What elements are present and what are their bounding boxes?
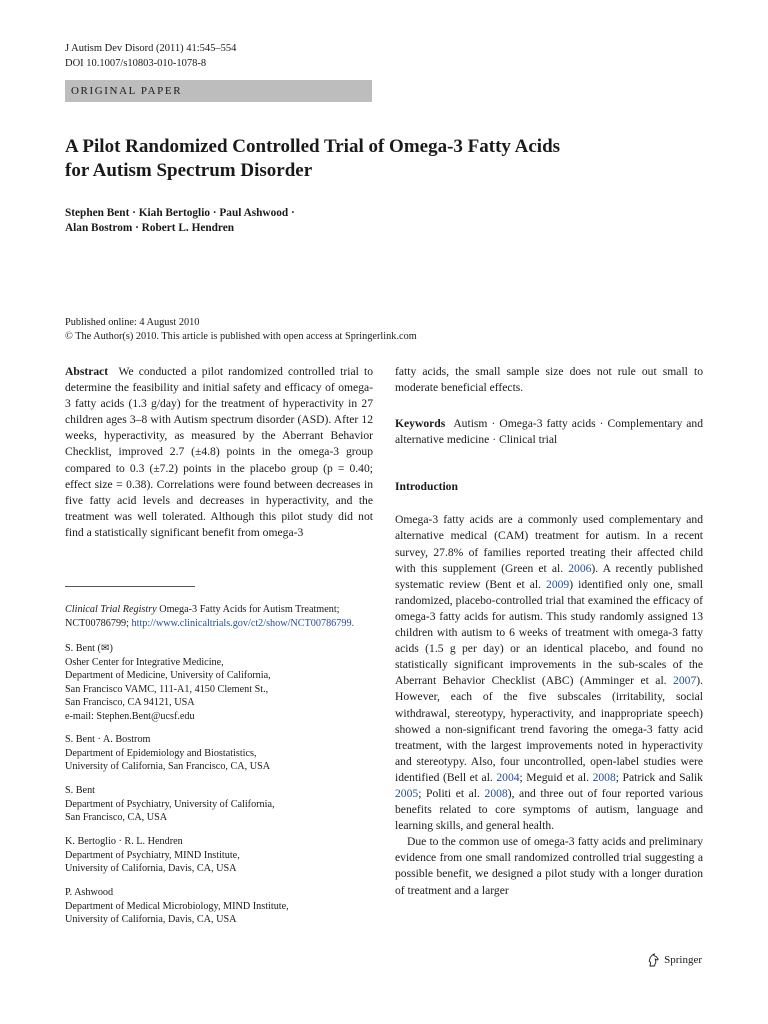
affiliation-line: University of California, Davis, CA, USA bbox=[65, 863, 237, 875]
introduction-paragraph-2: Due to the common use of omega-3 fatty acids and preliminary evidence from one small randomized controlled trial suggesting a possible benefit, we designed a pilot study with a longer duration of treatment and a larger bbox=[395, 835, 703, 897]
affiliation-line: Department of Psychiatry, University of California, bbox=[65, 798, 275, 810]
keywords-text: Autism · Omega-3 fatty acids · Complementary and alternative medicine · Clinical trial bbox=[395, 417, 704, 447]
affiliation-line: University of California, San Francisco, CA, USA bbox=[65, 761, 271, 773]
springer-horse-icon bbox=[647, 953, 660, 967]
abstract-paragraph bbox=[65, 364, 373, 541]
keywords bbox=[395, 416, 703, 448]
citation-link[interactable]: 2008 bbox=[592, 770, 616, 784]
keywords-label: Keywords bbox=[395, 417, 446, 431]
affiliation-line: S. Bent · A. Bostrom bbox=[65, 734, 151, 745]
journal-header bbox=[65, 41, 236, 71]
introduction-paragraph-1 bbox=[395, 512, 703, 834]
section-banner: ORIGINAL PAPER bbox=[65, 80, 372, 102]
copyright-notice: © The Author(s) 2010. This article is published with open access at Springerlink.com bbox=[65, 331, 417, 342]
citation-link[interactable]: 2005 bbox=[395, 786, 419, 800]
authors-line-1: Stephen Bent · Kiah Bertoglio · Paul Ashwood · bbox=[65, 207, 295, 219]
registry-text: Omega-3 Fatty Acids for Autism Treatment; NCT00786799; bbox=[65, 604, 340, 629]
article-title bbox=[65, 135, 665, 183]
publisher-name: Springer bbox=[664, 954, 702, 966]
journal-citation: J Autism Dev Disord (2011) 41:545–554 bbox=[65, 43, 237, 54]
affiliation-line: S. Bent (✉) bbox=[65, 643, 113, 654]
right-column bbox=[395, 364, 703, 899]
affiliation-line: University of California, Davis, CA, USA bbox=[65, 914, 237, 926]
affiliation-line: Osher Center for Integrative Medicine, bbox=[65, 656, 224, 668]
intro-text-segment: ), and three out of four reported various benefits related to core symptoms of autism, language and learning skills, and general health. bbox=[395, 786, 703, 833]
intro-text-segment: ). A recently published systematic review (Bent et al. bbox=[395, 561, 703, 591]
introduction-heading: Introduction bbox=[395, 480, 458, 494]
affiliation-line: Department of Psychiatry, MIND Institute, bbox=[65, 849, 240, 861]
citation-link[interactable]: 2007 bbox=[673, 674, 697, 688]
intro-text-segment: ; Meguid et al. bbox=[519, 770, 593, 784]
affiliation-1 bbox=[65, 642, 373, 724]
affiliation-line: San Francisco, CA, USA bbox=[65, 812, 168, 824]
affiliation-3 bbox=[65, 784, 373, 825]
citation-link[interactable]: 2009 bbox=[546, 577, 570, 591]
intro-text-segment: ) identified only one, small randomized, placebo-controlled trial that examined the efficacy of omega-3 fatty acids for autism. This study randomly assigned 13 children with autism to 6 weeks of treatment with omega-3 fatty acids (1.5 g per day) or an identical placebo, and found no statistically significant improvements in the sub-scales of the Aberrant Behavior Checklist (ABC) (Amminger et al. bbox=[395, 577, 703, 688]
affiliation-line: Department of Medicine, University of California, bbox=[65, 670, 271, 682]
affiliation-2 bbox=[65, 733, 373, 774]
doi: DOI 10.1007/s10803-010-1078-8 bbox=[65, 58, 207, 69]
abstract-label: Abstract bbox=[65, 365, 109, 378]
publication-info bbox=[65, 316, 665, 344]
publisher-footer bbox=[647, 952, 702, 968]
intro-text-segment: Omega-3 fatty acids are a commonly used complementary and alternative medical (CAM) treatment for autism. In a recent survey, 27.8% of families reported treating their affected child with this supplement (Green et al. bbox=[395, 513, 703, 575]
footnote-divider bbox=[65, 586, 195, 587]
affiliation-line: K. Bertoglio · R. L. Hendren bbox=[65, 836, 183, 847]
intro-text-segment: ; Politi et al. bbox=[418, 786, 485, 800]
intro-text-segment: ; Patrick and Salik bbox=[615, 770, 703, 784]
citation-link[interactable]: 2004 bbox=[496, 770, 520, 784]
affiliation-line: San Francisco, CA 94121, USA bbox=[65, 697, 195, 709]
citation-link[interactable]: 2008 bbox=[484, 786, 508, 800]
title-line-1: A Pilot Randomized Controlled Trial of Omega-3 Fatty Acids bbox=[65, 136, 561, 157]
affiliation-line: Department of Medical Microbiology, MIND Institute, bbox=[65, 900, 289, 912]
citation-link[interactable]: 2006 bbox=[568, 561, 592, 575]
trial-registry bbox=[65, 603, 373, 630]
abstract-continuation: fatty acids, the small sample size does not rule out small to moderate beneficial effects. bbox=[395, 365, 703, 395]
affiliation-line: S. Bent bbox=[65, 785, 96, 796]
abstract-text: We conducted a pilot randomized controlled trial to determine the feasibility and initial safety and efficacy of omega-3 fatty acids (1.3 g/day) for the treatment of hyperactivity in 27 children ages 3–8 with Autism spectrum disorder (ASD). After 12 weeks, hyperactivity, as measured by the Aberrant Behavior Checklist, improved 2.7 (±4.8) points in the omega-3 group compared to 0.3 (±7.2) points in the placebo group (p = 0.40; effect size = 0.38). Correlations were found between decreases in five fatty acid levels and decreases in hyperactivity, and the treatment was well tolerated. Although this pilot study did not find a statistically significant benefit from omega-3 bbox=[65, 365, 374, 539]
affiliation-line: Department of Epidemiology and Biostatistics, bbox=[65, 747, 257, 759]
affiliation-5 bbox=[65, 886, 373, 927]
intro-text-segment: ). However, each of the five subscales (irritability, social withdrawal, stereotypy, hyperactivity, and inappropriate speech) showed a non-significant trend favoring the omega-3 fatty acid treatment, with the largest improvements noted in hyperactivity and stereotypy. Also, four uncontrolled, open-label studies were identified (Bell et al. bbox=[395, 674, 703, 784]
affiliation-4 bbox=[65, 835, 373, 876]
affiliation-line: P. Ashwood bbox=[65, 887, 114, 898]
published-date: Published online: 4 August 2010 bbox=[65, 317, 200, 328]
author-list bbox=[65, 206, 465, 236]
registry-link[interactable]: http://www.clinicaltrials.gov/ct2/show/NCT00786799. bbox=[131, 617, 355, 629]
title-line-2: for Autism Spectrum Disorder bbox=[65, 160, 313, 181]
authors-line-2: Alan Bostrom · Robert L. Hendren bbox=[65, 222, 235, 234]
email-link[interactable]: e-mail: Stephen.Bent@ucsf.edu bbox=[65, 710, 195, 722]
affiliation-line: San Francisco VAMC, 111-A1, 4150 Clement St., bbox=[65, 683, 269, 695]
registry-label: Clinical Trial Registry bbox=[65, 604, 157, 615]
left-column bbox=[65, 364, 373, 541]
